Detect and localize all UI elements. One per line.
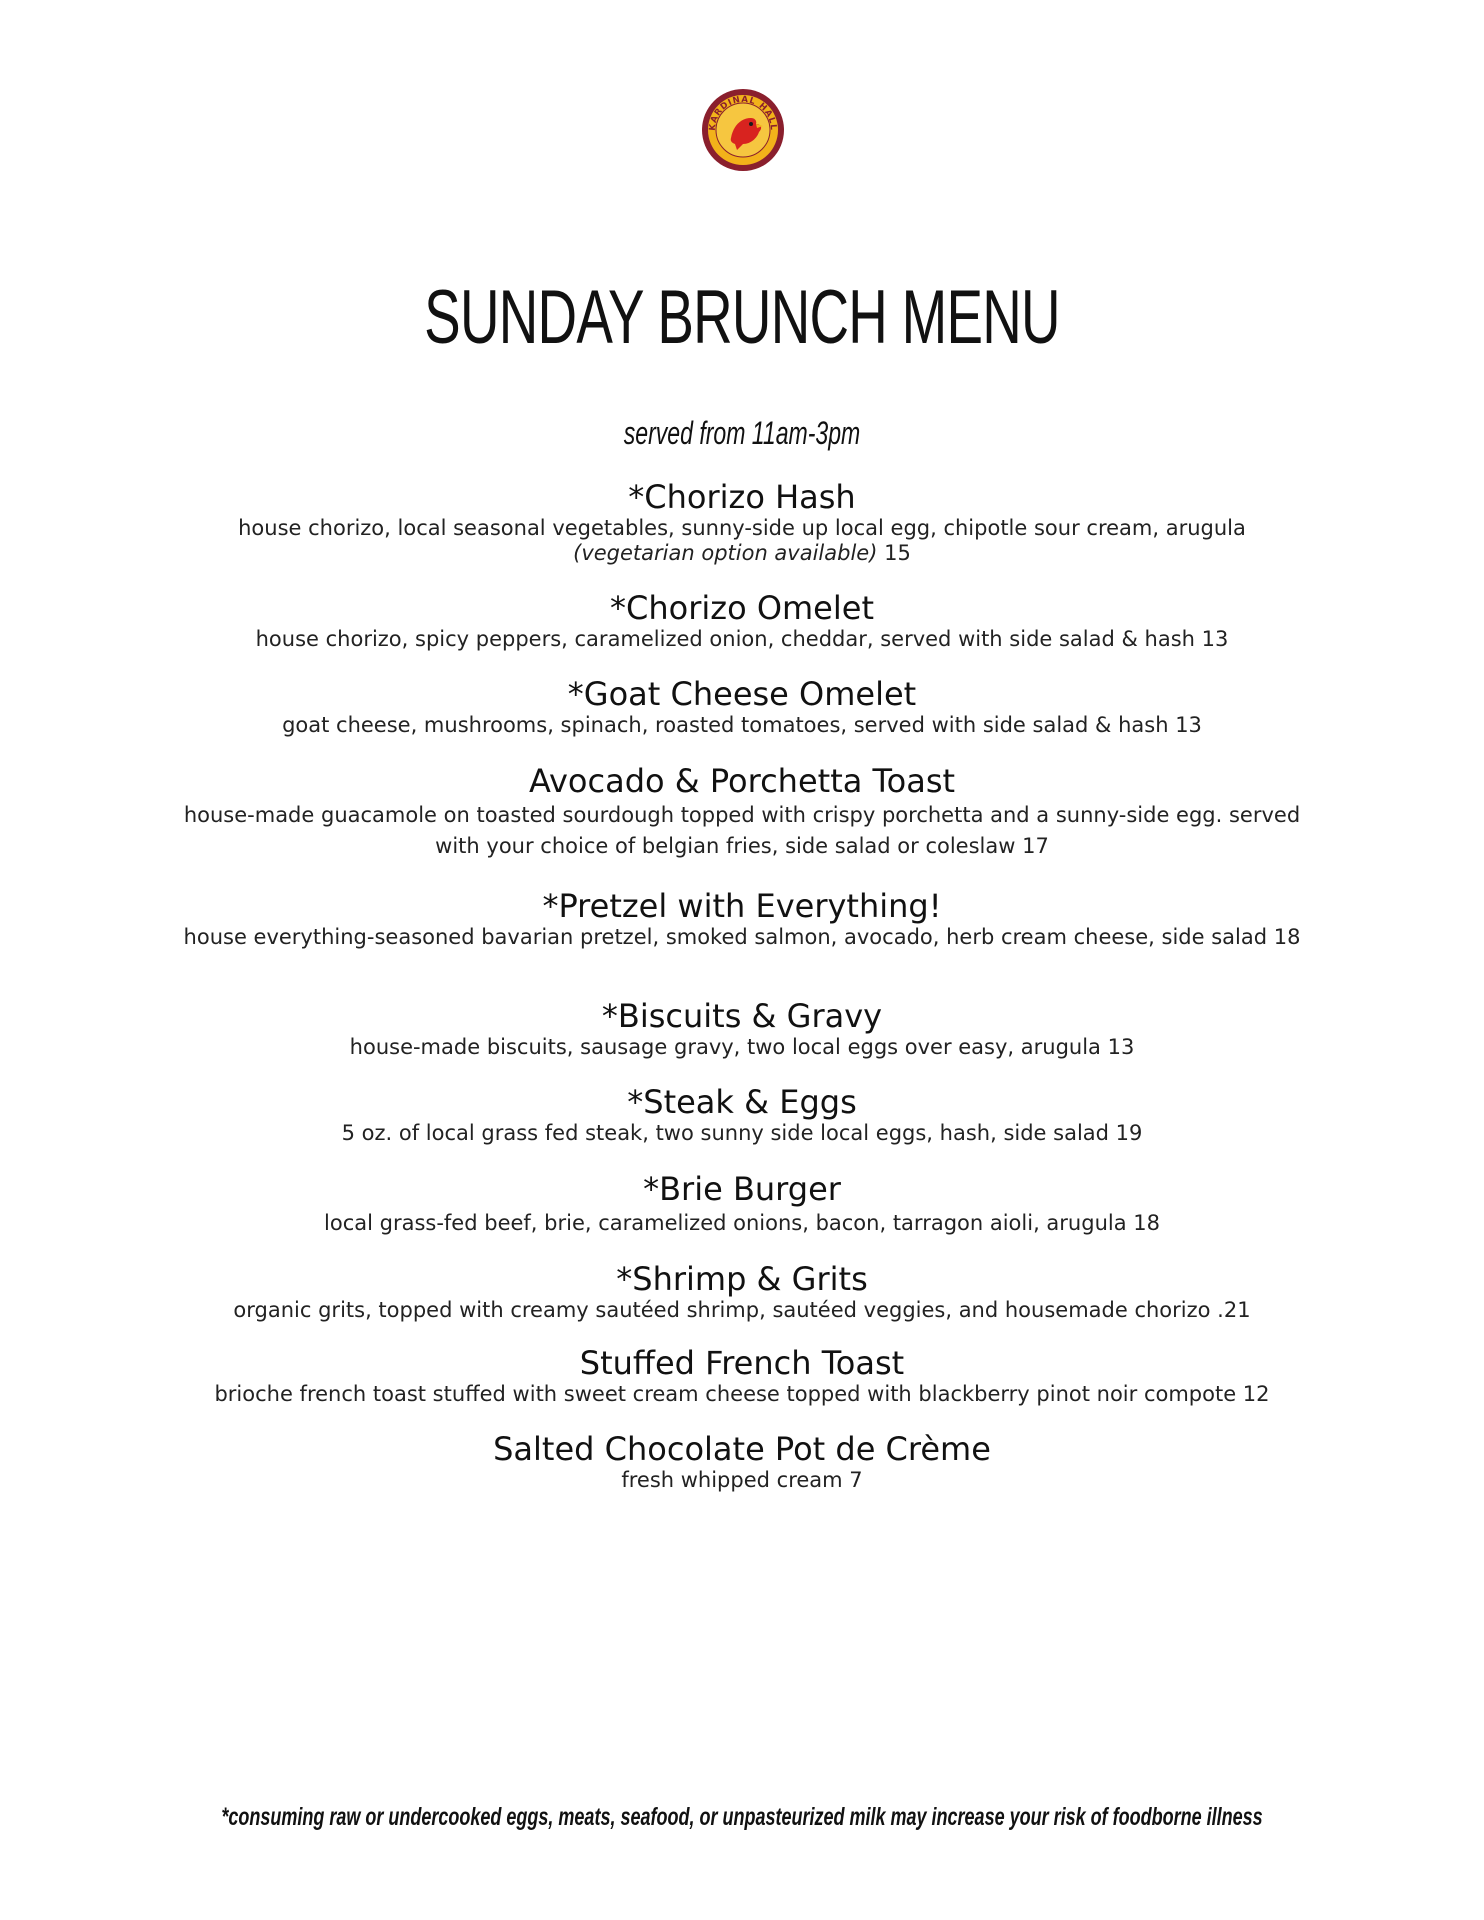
- menu-item-pretzel-with-everything: [160, 887, 1324, 950]
- menu-item-name: *Chorizo Omelet: [610, 589, 874, 627]
- menu-item-salted-chocolate-pot-de-creme: [160, 1430, 1324, 1493]
- menu-item-name: Stuffed French Toast: [579, 1344, 905, 1382]
- menu-item-name: *Steak & Eggs: [627, 1083, 857, 1121]
- serving-hours: served from 11am-3pm: [623, 415, 861, 451]
- page-title: SUNDAY BRUNCH MENU: [424, 275, 1060, 360]
- menu-item-name: *Chorizo Hash: [628, 478, 856, 516]
- menu-item-description: brioche french toast stuffed with sweet cream cheese topped with blackberry pinot noir compote 12: [214, 1382, 1270, 1406]
- menu-item-description: fresh whipped cream 7: [621, 1468, 863, 1492]
- menu-item-name: *Biscuits & Gravy: [601, 997, 883, 1035]
- menu-item-avocado-porchetta-toast: [160, 762, 1324, 862]
- menu-item-description: organic grits, topped with creamy sautéed shrimp, sautéed veggies, and housemade chorizo .21: [233, 1298, 1251, 1322]
- menu-item-steak-eggs: [160, 1083, 1324, 1146]
- svg-text:KARDINAL HALL: KARDINAL HALL: [707, 94, 779, 132]
- menu-item-brie-burger: [160, 1170, 1324, 1239]
- menu-item-description: house-made biscuits, sausage gravy, two local eggs over easy, arugula 13: [349, 1035, 1135, 1059]
- menu-item-chorizo-omelet: [160, 589, 1324, 652]
- menu-item-note: (vegetarian option available): [573, 541, 878, 565]
- menu-item-name: Salted Chocolate Pot de Crème: [493, 1430, 991, 1468]
- menu-item-price: 15: [884, 541, 911, 565]
- menu-item-description: goat cheese, mushrooms, spinach, roasted tomatoes, served with side salad & hash 13: [282, 713, 1202, 737]
- menu-item-name: *Brie Burger: [643, 1170, 841, 1208]
- menu-item-description: house chorizo, spicy peppers, caramelized onion, cheddar, served with side salad & hash 13: [255, 627, 1229, 651]
- menu-item-description: house chorizo, local seasonal vegetables, sunny-side up local egg, chipotle sour cream, arugula: [238, 516, 1246, 540]
- menu-item-name: *Pretzel with Everything!: [542, 887, 942, 925]
- menu-item-goat-cheese-omelet: [160, 675, 1324, 738]
- menu-item-stuffed-french-toast: [160, 1344, 1324, 1407]
- menu-item-name: Avocado & Porchetta Toast: [528, 762, 956, 800]
- menu-item-name: *Goat Cheese Omelet: [567, 675, 917, 713]
- menu-item-description: local grass-fed beef, brie, caramelized onions, bacon, tarragon aioli, arugula 18: [324, 1211, 1160, 1235]
- menu-item-biscuits-gravy: [160, 997, 1324, 1060]
- menu-item-description: house-made guacamole on toasted sourdough topped with crispy porchetta and a sunny-side egg. served with your choice of belgian fries, side salad or coleslaw 17: [183, 803, 1301, 858]
- food-safety-disclaimer: *consuming raw or undercooked eggs, meats, seafood, or unpasteurized milk may increase your risk of foodborne illness: [221, 1803, 1263, 1831]
- menu-item-shrimp-grits: [160, 1260, 1324, 1323]
- menu-item-note-line: [160, 541, 1324, 566]
- menu-item-name: *Shrimp & Grits: [616, 1260, 868, 1298]
- menu-item-description: 5 oz. of local grass fed steak, two sunny side local eggs, hash, side salad 19: [341, 1121, 1143, 1145]
- menu-item-chorizo-hash: [160, 478, 1324, 566]
- kardinal-hall-logo: [701, 88, 785, 172]
- menu-item-description: house everything-seasoned bavarian pretzel, smoked salmon, avocado, herb cream cheese, side salad 18: [183, 925, 1301, 949]
